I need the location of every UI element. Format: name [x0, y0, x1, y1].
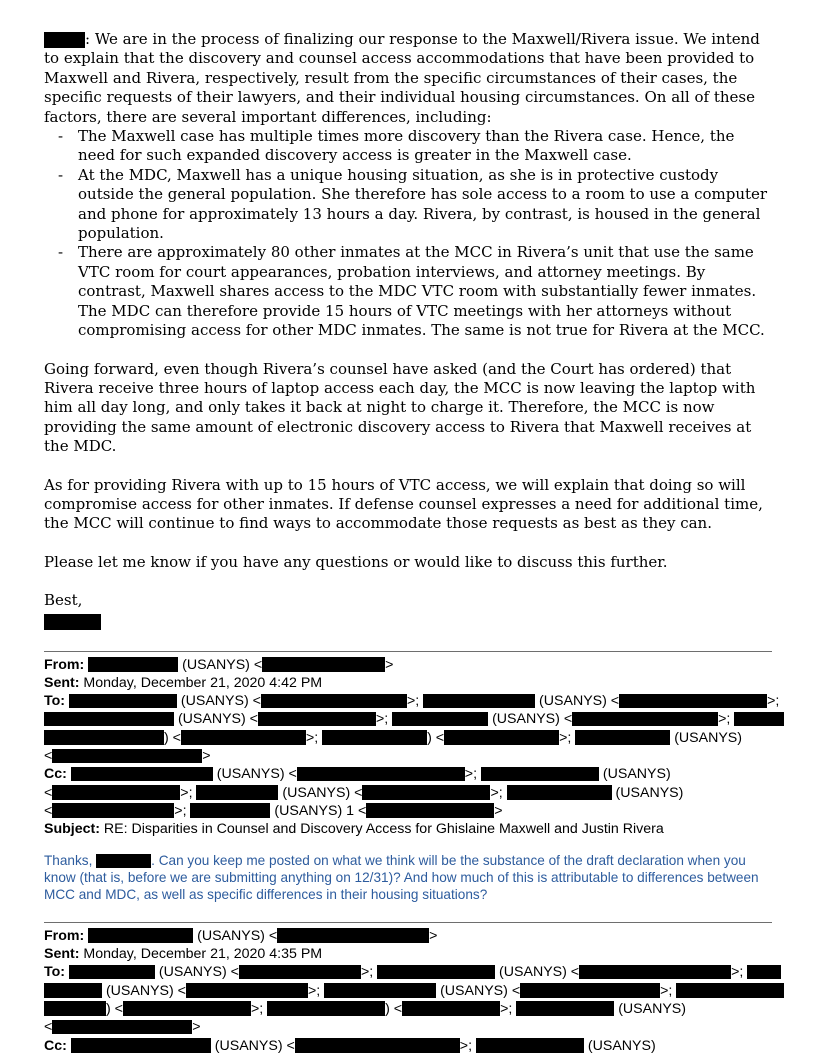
bullet-dash: - — [58, 165, 64, 184]
header-label: To: — [44, 693, 66, 710]
redaction-bar — [516, 1001, 614, 1016]
sent-line — [44, 945, 772, 963]
text-run: RE: Disparities in Counsel and Discovery Access for Ghislaine Maxwell and Justin Rivera — [99, 821, 664, 838]
redaction-bar — [295, 1038, 460, 1053]
from-line — [44, 927, 772, 945]
text-run: (USANYS) < — [495, 964, 580, 981]
text-run: < — [44, 802, 53, 819]
redaction-bar — [44, 614, 101, 630]
text-run: >; — [375, 711, 393, 728]
text-run: (USANYS) < — [178, 656, 263, 673]
text-run: >; — [174, 802, 191, 819]
redaction-bar — [277, 928, 429, 943]
text-run: >; — [307, 982, 325, 999]
text-run: Thanks, — [44, 852, 97, 868]
to-line — [44, 710, 772, 728]
from-line — [44, 656, 772, 674]
text-run: >; — [767, 693, 780, 710]
text-run: > — [385, 656, 394, 673]
text-run: >; — [559, 729, 576, 746]
redaction-bar — [239, 965, 361, 980]
bullet-dash: - — [58, 127, 64, 146]
closing-text: Best, — [44, 591, 83, 610]
redaction-bar — [88, 657, 178, 672]
text-run: > — [202, 748, 211, 765]
redaction-bar — [52, 785, 180, 800]
text-run: Monday, December 21, 2020 4:42 PM — [79, 674, 323, 691]
text-run: (USANYS) < — [176, 693, 261, 710]
paragraph: Please let me know if you have any questions or would like to discuss this further. — [44, 552, 668, 571]
text-run: (USANYS) — [614, 1000, 686, 1017]
redaction-bar — [392, 712, 488, 727]
text-run: >; — [180, 784, 197, 801]
redaction-bar — [575, 730, 670, 745]
bullet-list — [44, 127, 772, 340]
list-item — [44, 243, 772, 340]
redaction-bar — [52, 803, 174, 818]
redaction-bar — [262, 657, 385, 672]
text-run: >; — [731, 964, 748, 981]
message-divider — [44, 922, 772, 923]
redaction-bar — [196, 785, 278, 800]
text-run: (USANYS) < — [535, 693, 620, 710]
redaction-bar — [69, 965, 155, 980]
paragraph: As for providing Rivera with up to 15 hours of VTC access, we will explain that doing so will compromise access for other inmates. If defense counsel expresses a need for additional time, the MCC will continue to find ways to accommodate those requests as best as they can. — [44, 475, 763, 533]
redaction-bar — [324, 983, 436, 998]
redaction-bar — [181, 730, 306, 745]
redaction-bar — [366, 803, 494, 818]
text-run: (USANYS) 1 < — [270, 802, 367, 819]
redaction-bar — [186, 983, 308, 998]
header-label: Cc: — [44, 766, 67, 783]
header-label: To: — [44, 964, 66, 981]
redaction-bar — [619, 694, 767, 709]
text-run: (USANYS) — [611, 784, 684, 801]
text-run: >; — [305, 729, 323, 746]
redaction-bar — [476, 1038, 584, 1053]
text-run: >; — [250, 1000, 268, 1017]
redaction-bar — [44, 1001, 106, 1016]
redaction-bar — [734, 712, 784, 727]
paragraph: Going forward, even though Rivera’s counsel have asked (and the Court has ordered) that Rivera receive three hours of laptop access each day, the MCC is now leaving the laptop with him all day long, and only takes it back at night to charge it. Therefore, the MCC is now providing the same amount of electronic discovery access to Rivera that Maxwell receives at the MDC. — [44, 359, 756, 456]
to-line — [44, 1018, 772, 1036]
bullet-text: The Maxwell case has multiple times more discovery than the Rivera case. Hence, the need for such expanded discovery access is greater in the Maxwell case. — [78, 127, 735, 165]
text-run: (USANYS) — [583, 1037, 656, 1054]
to-line — [44, 729, 772, 747]
redaction-bar — [123, 1001, 251, 1016]
text-run: < — [44, 784, 53, 801]
text-run: (USANYS) < — [154, 964, 239, 981]
header-label: From: — [44, 656, 85, 673]
redaction-bar — [297, 767, 465, 782]
redaction-bar — [190, 803, 270, 818]
redaction-bar — [44, 730, 164, 745]
redaction-bar — [258, 712, 376, 727]
redaction-bar — [676, 983, 784, 998]
list-item — [44, 127, 772, 166]
cc-line — [44, 802, 772, 820]
redaction-bar — [261, 694, 407, 709]
text-run: ) < — [385, 1000, 403, 1017]
header-label: From: — [44, 927, 85, 944]
text-run: > — [192, 1019, 201, 1036]
text-run: (USANYS) < — [102, 982, 186, 999]
text-run: : We are in the process of finalizing our response to the Maxwell/Rivera issue. We intend to explain that the discovery and counsel access accommodations that have been provided to Maxwell and Rivera, respectively, result from the specific circumstances of their cases, the specific requests of their lawyers, and their individual housing circumstances. On all of these factors, there are several important differences, including: — [44, 30, 760, 126]
intro-paragraph — [44, 30, 772, 127]
redaction-bar — [267, 1001, 385, 1016]
text-run: > — [429, 927, 438, 944]
redaction-bar — [481, 767, 599, 782]
text-run: ) < — [427, 729, 445, 746]
redaction-bar — [44, 712, 174, 727]
subject-line — [44, 820, 772, 838]
text-run: >; — [360, 964, 378, 981]
header-label: Sent: — [44, 946, 80, 963]
cc-line — [44, 1037, 772, 1055]
redaction-bar — [579, 965, 731, 980]
text-run: (USANYS) < — [210, 1037, 295, 1054]
redaction-bar — [747, 965, 781, 980]
list-item — [44, 166, 772, 244]
to-line — [44, 1000, 772, 1018]
text-run: ) < — [106, 1000, 123, 1017]
text-run: (USANYS) < — [436, 982, 521, 999]
text-run: (USANYS) < — [193, 927, 278, 944]
text-run: ) < — [164, 729, 181, 746]
to-line — [44, 982, 772, 1000]
text-run: (USANYS) — [598, 766, 671, 783]
text-run: (USANYS) < — [488, 711, 573, 728]
to-line — [44, 747, 772, 765]
redaction-bar — [96, 854, 151, 868]
header-label: Sent: — [44, 674, 80, 691]
redaction-bar — [572, 712, 718, 727]
redaction-bar — [520, 983, 660, 998]
redaction-bar — [44, 32, 85, 48]
to-line — [44, 963, 772, 981]
header-label: Subject: — [44, 821, 100, 838]
redaction-bar — [69, 694, 177, 709]
text-run: < — [44, 1019, 53, 1036]
text-run: . Can you keep me posted on what we think will be the substance of the draft declaration when you know (that is, before we are submitting anything on 12/31)? And how much of this is attributable to differences between MCC and MDC, as well as specific differences in their housing situations? — [44, 852, 759, 903]
email-header-2 — [44, 927, 772, 1055]
text-run: >; — [718, 711, 735, 728]
text-run: (USANYS) < — [174, 711, 258, 728]
email-body — [44, 30, 772, 630]
text-run: (USANYS) < — [212, 766, 297, 783]
to-line — [44, 692, 780, 710]
redaction-bar — [44, 983, 102, 998]
text-run: < — [44, 748, 53, 765]
redaction-bar — [507, 785, 612, 800]
text-run: >; — [406, 693, 424, 710]
text-run: Monday, December 21, 2020 4:35 PM — [79, 946, 323, 963]
redaction-bar — [71, 767, 213, 782]
cc-line — [44, 784, 772, 802]
text-run: >; — [464, 766, 481, 783]
redaction-bar — [88, 928, 193, 943]
email-header-1 — [44, 656, 780, 839]
sent-line — [44, 674, 772, 692]
redaction-bar — [402, 1001, 500, 1016]
text-run: > — [494, 802, 503, 819]
header-label: Cc: — [44, 1037, 67, 1054]
message-divider — [44, 651, 772, 652]
bullet-text: There are approximately 80 other inmates at the MCC in Rivera’s unit that use the same VTC room for court appearances, probation interviews, and attorney meetings. By contrast, Maxwell shares access to the MDC VTC room with substantially fewer inmates. The MDC can therefore provide 15 hours of VTC meetings with her attorneys without compromising access for other MDC inmates. The same is not true for Rivera at the MCC. — [78, 243, 765, 340]
redaction-bar — [362, 785, 490, 800]
redaction-bar — [71, 1038, 211, 1053]
text-run: (USANYS) < — [278, 784, 363, 801]
text-run: >; — [500, 1000, 517, 1017]
redaction-bar — [322, 730, 427, 745]
text-run: >; — [490, 784, 507, 801]
text-run: >; — [660, 982, 677, 999]
redaction-bar — [423, 694, 535, 709]
redaction-bar — [377, 965, 495, 980]
text-run: (USANYS) — [670, 729, 742, 746]
cc-line — [44, 765, 772, 783]
bullet-text: At the MDC, Maxwell has a unique housing situation, as she is in protective custody outside the general population. She therefore has sole access to a room to use a computer and phone for approximately 13 hours a day. Rivera, by contrast, is housed in the general population. — [78, 165, 768, 243]
redaction-bar — [52, 749, 202, 764]
bullet-dash: - — [58, 243, 64, 262]
redaction-bar — [444, 730, 559, 745]
text-run: >; — [459, 1037, 476, 1054]
reply-note — [44, 852, 772, 904]
redaction-bar — [52, 1020, 192, 1035]
